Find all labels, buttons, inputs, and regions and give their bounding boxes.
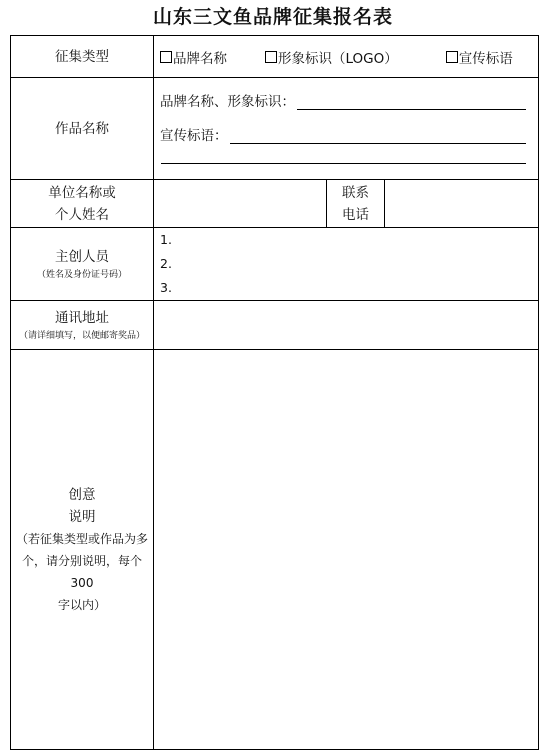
slogan-input-line[interactable] xyxy=(230,128,527,144)
registration-form-table xyxy=(10,35,539,750)
option-slogan[interactable]: 宣传标语 xyxy=(446,47,513,67)
row-unit-contact xyxy=(11,180,539,228)
label-address: 通讯地址 （请详细填写，以便邮寄奖品） xyxy=(11,301,154,350)
slogan-field-label: 宣传标语： xyxy=(160,128,228,144)
checkbox-brand-name[interactable] xyxy=(160,51,172,63)
label-collection-type: 征集类型 xyxy=(11,36,154,78)
row-collection-type xyxy=(11,36,539,78)
label-unit-name: 单位名称或 个人姓名 xyxy=(11,180,154,228)
creators-sublabel: （姓名及身份证号码） xyxy=(36,270,127,280)
brand-logo-field[interactable] xyxy=(160,88,526,110)
row-creators xyxy=(11,228,539,301)
checkbox-slogan[interactable] xyxy=(446,51,458,63)
checkbox-logo[interactable] xyxy=(265,51,277,63)
creator-item-1: 1. xyxy=(160,232,172,247)
form-title: 山东三文鱼品牌征集报名表 xyxy=(152,6,393,28)
label-work-name: 作品名称 xyxy=(11,78,154,180)
brand-logo-field-label: 品牌名称、形象标识： xyxy=(160,94,295,110)
option-brand-name[interactable]: 品牌名称 xyxy=(160,47,227,67)
creators-input[interactable] xyxy=(154,228,539,301)
address-sublabel: （请详细填写，以便邮寄奖品） xyxy=(18,331,145,341)
description-input[interactable] xyxy=(154,350,539,750)
row-address xyxy=(11,301,539,350)
option-logo[interactable]: 形象标识（LOGO） xyxy=(265,47,398,67)
row-description xyxy=(11,350,539,750)
extra-input-line[interactable] xyxy=(161,163,526,164)
contact-phone-input[interactable] xyxy=(385,180,539,228)
label-creative-description: 创意 说明 （若征集类型或作品为多 个，请分别说明，每个 300 字以内） xyxy=(11,350,154,750)
brand-logo-input-line[interactable] xyxy=(297,94,526,110)
row-work-name xyxy=(11,78,539,180)
label-creators: 主创人员 （姓名及身份证号码） xyxy=(11,228,154,301)
collection-type-options xyxy=(154,47,538,67)
unit-name-input[interactable] xyxy=(154,180,327,228)
slogan-field[interactable] xyxy=(160,122,526,144)
address-input[interactable] xyxy=(154,301,539,350)
creator-item-2: 2. xyxy=(160,256,172,271)
label-contact-phone: 联系 电话 xyxy=(327,180,385,228)
creator-item-3: 3. xyxy=(160,280,172,295)
